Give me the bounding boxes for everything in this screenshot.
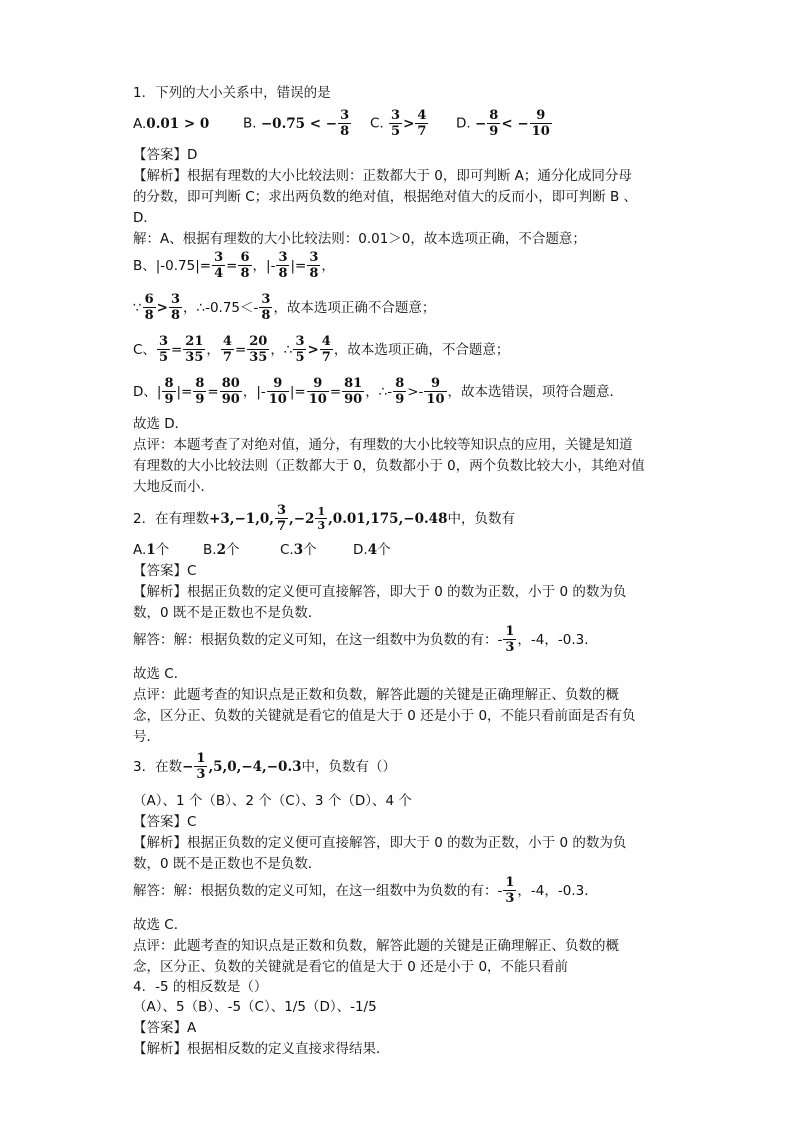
q1-solution-d: D、| $\frac{8}{9}$ |= $\frac{8}{9}$ = $\frac{80}{90}$ ，|- $\frac{9}{10}$ |= $\frac{9}{10}$ = $\frac{81}{90}$ ，∴- $\frac{8}{9}$ >- $\frac{9}{10}$ ，故本选错误，项符合题意．: [133, 376, 624, 407]
q3-comment-line-2: 念，区分正、负数的关键就是看它的值是大于 0 还是小于 0，不能只看前: [133, 959, 569, 975]
q1-option-d: D. − $\frac{8}{9}$ < − $\frac{9}{10}$: [456, 108, 550, 139]
q2-option-a: A.1个: [133, 542, 170, 558]
q3-solution: 解答：解：根据负数的定义可知，在这一组数中为负数的有：- $\frac{1}{3}$ ，-4，-0.3．: [133, 875, 598, 906]
q3-stem: 3．在数− $\frac{1}{3}$ ,5,0,−4,−0.3中，负数有（）: [133, 751, 397, 782]
q2-comment-line-3: 号．: [133, 729, 160, 745]
q1-solution-b: B、|-0.75|= $\frac{3}{4}$ = $\frac{6}{8}$ ，|- $\frac{3}{8}$ |= $\frac{3}{8}$ ，: [133, 250, 335, 281]
q2-comment-line-1: 点评：此题考查的知识点是正数和负数，解答此题的关键是正确理解正、负数的概: [133, 687, 619, 703]
q1-answer: 【答案】D: [133, 147, 198, 163]
q1-stem: 1．下列的大小关系中，错误的是: [133, 85, 331, 101]
q1-options: [133, 108, 733, 148]
q2-analysis-line-1: 【解析】根据正负数的定义便可直接解答，即大于 0 的数为正数，小于 0 的数为负: [133, 584, 627, 600]
q1-comment-line-2: 有理数的大小比较法则（正数都大于 0，负数都小于 0，两个负数比较大小，其绝对值: [133, 458, 645, 474]
q2-analysis-line-2: 数，0 既不是正数也不是负数．: [133, 605, 322, 621]
q1-solution-c: C、 $\frac{3}{5}$ = $\frac{21}{35}$ ， $\frac{4}{7}$ = $\frac{20}{35}$ ，∴ $\frac{3}{5}$ > $\frac{4}{7}$ ，故本选项正确，不合题意；: [133, 334, 510, 365]
q2-solution: 解答：解：根据负数的定义可知，在这一组数中为负数的有：- $\frac{1}{3}$ ，-4，-0.3．: [133, 624, 598, 655]
q2-conclusion: 故选 C．: [133, 666, 188, 682]
q3-answer: 【答案】C: [133, 814, 197, 830]
q1-option-b: B. −0.75 < − $\frac{3}{8}$: [243, 108, 350, 139]
q3-analysis-line-2: 数，0 既不是正数也不是负数．: [133, 856, 322, 872]
q1-conclusion: 故选 D．: [133, 416, 189, 432]
q2-stem: 2．在有理数+3,−1,0, $\frac{3}{7}$ ,−2 $\frac{1}{3}$ ,0.01,175,−0.48中，负数有: [133, 503, 515, 534]
q1-comment-line-1: 点评：本题考查了对绝对值，通分，有理数的大小比较等知识点的应用，关键是知道: [133, 437, 633, 453]
q1-analysis-line-3: D．: [133, 210, 157, 226]
q1-analysis-line-2: 的分数，即可判断 C；求出两负数的绝对值，根据绝对值大的反而小，即可判断 B 、: [133, 189, 638, 205]
q2-options: [133, 540, 533, 560]
q2-option-b: B.2个: [203, 542, 240, 558]
q3-options: （A）、1 个（B）、2 个（C）、3 个（D）、4 个: [133, 793, 412, 809]
q1-solution-b-compare: ∵ $\frac{6}{8}$ > $\frac{3}{8}$ ，∴-0.75＜- $\frac{3}{8}$ ，故本选项正确不合题意；: [133, 292, 436, 323]
q4-stem: 4．-5 的相反数是（）: [133, 979, 268, 995]
q4-analysis: 【解析】根据相反数的定义直接求得结果．: [133, 1041, 390, 1057]
q1-solution-a: 解：A、根据有理数的大小比较法则：0.01＞0，故本选项正确，不合题意；: [133, 231, 586, 247]
q2-comment-line-2: 念，区分正、负数的关键就是看它的值是大于 0 还是小于 0，不能只看前面是否有负: [133, 708, 636, 724]
q3-comment-line-1: 点评：此题考查的知识点是正数和负数，解答此题的关键是正确理解正、负数的概: [133, 938, 619, 954]
q2-answer: 【答案】C: [133, 563, 197, 579]
q3-analysis-line-1: 【解析】根据正负数的定义便可直接解答，即大于 0 的数为正数，小于 0 的数为负: [133, 835, 627, 851]
q1-option-c: C. $\frac{3}{5}$ > $\frac{4}{7}$: [370, 108, 427, 139]
q2-option-c: C.3个: [280, 542, 317, 558]
q4-options: （A）、5（B）、-5（C）、1/5（D）、-1/5: [133, 999, 377, 1015]
q1-analysis-line-1: 【解析】根据有理数的大小比较法则：正数都大于 0，即可判断 A；通分化成同分母: [133, 168, 632, 184]
q3-conclusion: 故选 C．: [133, 917, 188, 933]
q1-comment-line-3: 大地反而小．: [133, 479, 214, 495]
q4-answer: 【答案】A: [133, 1020, 197, 1036]
q2-option-d: D.4个: [353, 542, 391, 558]
q1-option-a: A.0.01 > 0: [133, 116, 210, 132]
